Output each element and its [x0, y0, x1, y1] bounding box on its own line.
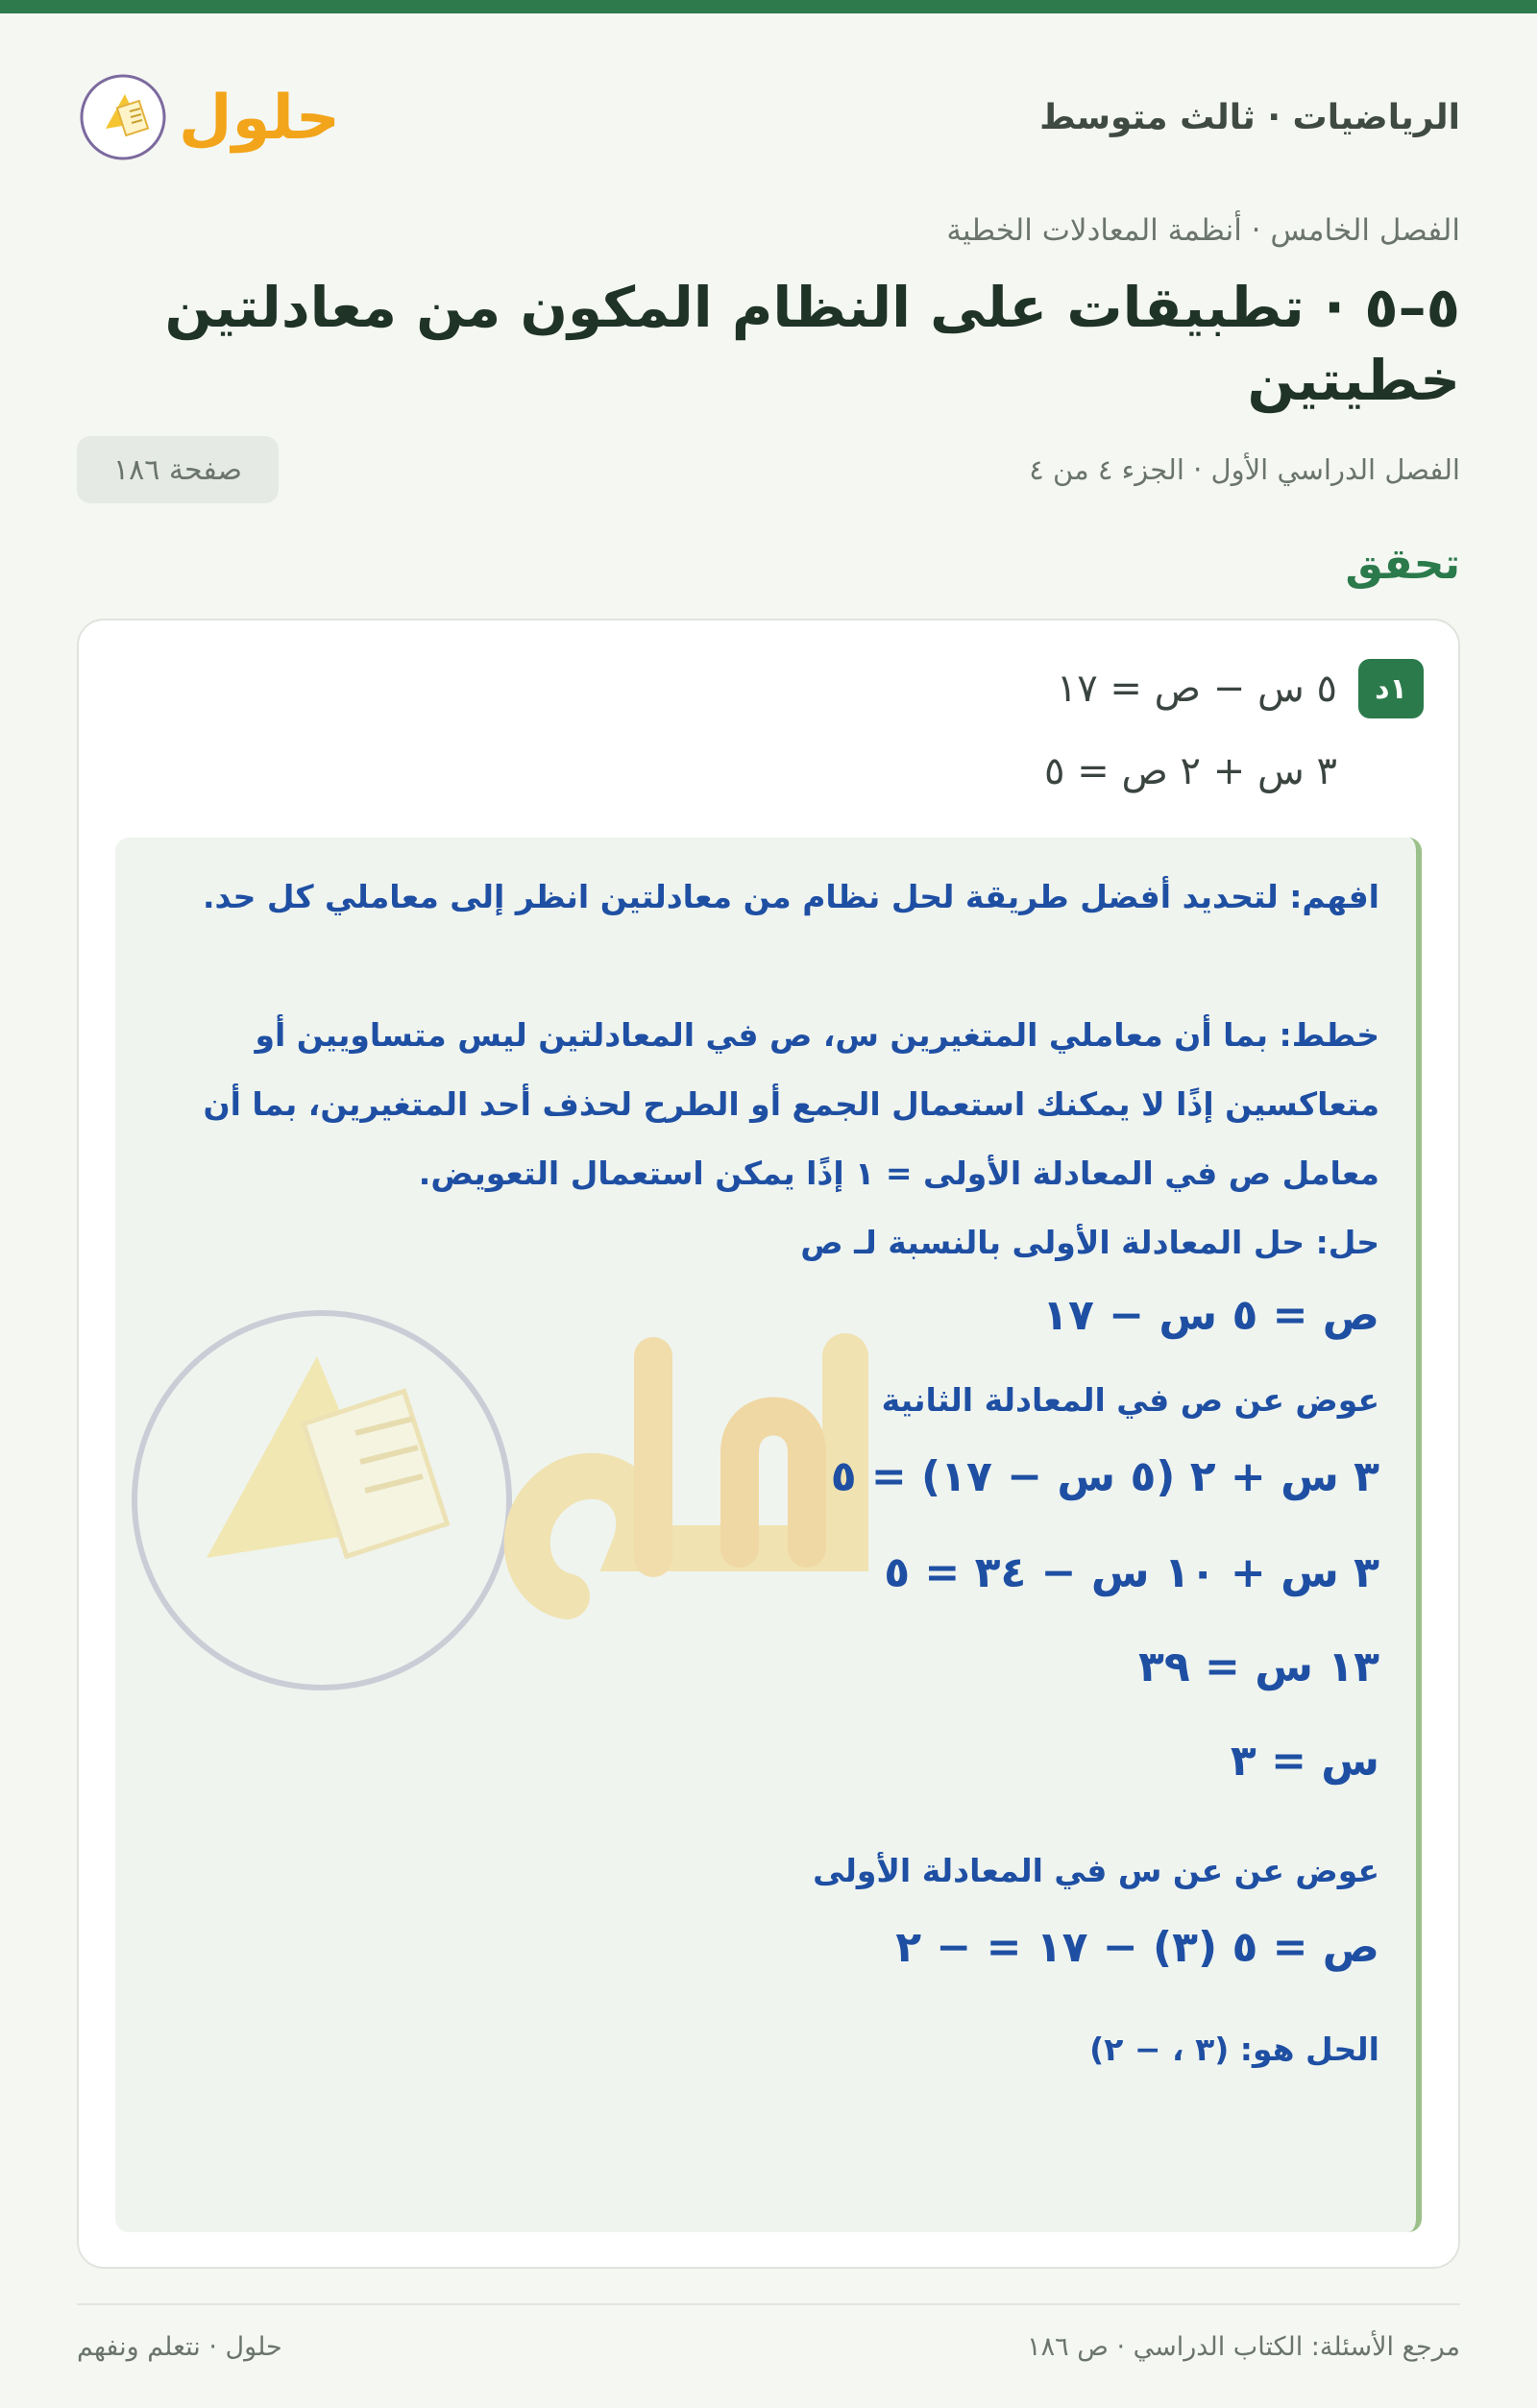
question-equation-1: ٥ س − ص = ١٧ [1056, 667, 1337, 711]
footer-brand[interactable]: حلول · نتعلم ونفهم [77, 2332, 282, 2362]
equation-step-4: ١٣ س = ٣٩ [1138, 1642, 1379, 1691]
solve-step: حل: حل المعادلة الأولى بالنسبة لـ ص [800, 1224, 1379, 1261]
page-number-badge: صفحة ١٨٦ [77, 436, 279, 503]
question-equation-2: ٣ س + ٢ ص = ٥ [1044, 749, 1337, 793]
substitute-y-note: عوض عن ص في المعادلة الثانية [881, 1381, 1379, 1419]
breadcrumb[interactable]: الفصل الخامس · أنظمة المعادلات الخطية [946, 213, 1460, 248]
question-card [77, 619, 1460, 2269]
solution-panel [115, 838, 1422, 2232]
svg-text:حلول: حلول [179, 83, 340, 154]
equation-step-1: ص = ٥ س − ١٧ [1042, 1291, 1379, 1340]
logo-icon [77, 60, 365, 175]
footer-source: مرجع الأسئلة: الكتاب الدراسي · ص ١٨٦ [1027, 2332, 1460, 2362]
hulul-logo[interactable] [77, 60, 365, 175]
equation-step-2: ٣ س + ٢ (٥ س − ١٧) = ٥ [830, 1452, 1379, 1501]
equation-step-3: ٣ س + ١٠ س − ٣٤ = ٥ [884, 1548, 1379, 1597]
page-title: ٥–٥ · تطبيقات على النظام المكون من معادلتين خطيتين [164, 275, 1460, 413]
equation-step-6: ص = ٥ (٣) − ١٧ = − ٢ [895, 1923, 1379, 1972]
substitute-x-note: عوض عن عن س في المعادلة الأولى [813, 1852, 1379, 1889]
understand-step: افهم: لتحديد أفضل طريقة لحل نظام من معادلتين انظر إلى معاملي كل حد. [203, 878, 1379, 915]
plan-step: خطط: بما أن معاملي المتغيرين س، ص في المعادلتين ليس متساويين أو متعاكسين إذًا لا يمكنك استعمال الجمع أو الطرح لحذف أحد المتغيرين، بما أن معامل ص في المعادلة الأولى = ١ إذًا يمكن استعمال التعويض. [203, 1016, 1379, 1192]
question-label: ١د [1358, 659, 1424, 718]
footer-divider [77, 2303, 1460, 2305]
equation-step-5: س = ٣ [1230, 1737, 1379, 1786]
top-accent-bar [0, 0, 1537, 13]
term-meta: الفصل الدراسي الأول · الجزء ٤ من ٤ [1029, 453, 1460, 486]
subject-line: الرياضيات · ثالث متوسط [1039, 98, 1460, 137]
section-heading: تحقق [1345, 540, 1460, 589]
page-header [77, 60, 1460, 175]
final-answer: الحل هو: (٣ ، − ٢) [1089, 2031, 1379, 2068]
